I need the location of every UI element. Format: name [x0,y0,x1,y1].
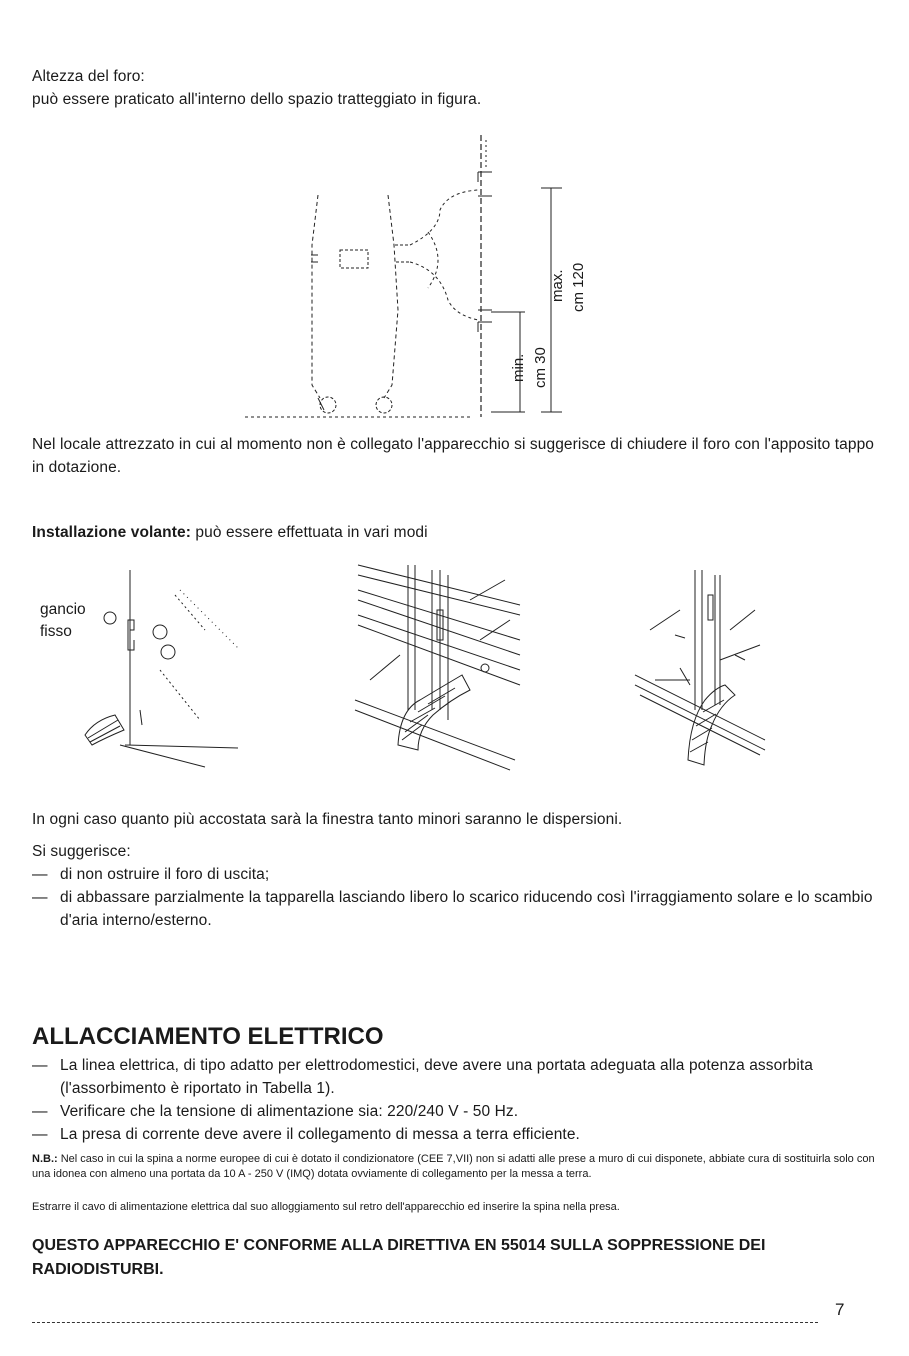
nb-label: N.B.: [32,1153,58,1165]
nb-note [32,1152,877,1182]
installazione-label: Installazione volante: [32,524,191,541]
intro-line-2: può essere praticato all'interno dello spazio tratteggiato in figura. [32,91,482,108]
electrical-item: — La linea elettrica, di tipo adatto per elettrodomestici, deve avere una portata adeguata alla potenza assorbita (l'assorbimento è riportato in Tabella 1). [32,1057,813,1097]
nb-text: Nel caso in cui la spina a norme europee di cui è dotato il condizionatore (CEE 7,VII) non si adatti alle prese a muro di cui disponete, abbiate cura di sostituirla solo con una idonea con almeno una portata da 10 A - 250 V (IMQ) dotata ovviamente di collegamento per la messa a terra. [32,1153,875,1180]
dim-max-value: cm 120 [570,262,587,312]
dim-max-label: max. [549,269,566,302]
fixed-hook-drawing [85,570,240,767]
installazione-text: può essere effettuata in vari modi [190,524,428,541]
electrical-list [32,1054,877,1146]
hook-label-1: gancio [40,601,86,618]
suggestion-item: — di abbassare parzialmente la tapparella lasciando libero lo scarico riducendo così l'irraggiamento solare e lo scambio d'aria interno/esterno. [32,889,873,929]
casement-window-drawing [635,570,765,765]
suggestions-intro: Si suggerisce: [32,843,131,860]
electrical-item: — La presa di corrente deve avere il collegamento di messa a terra efficiente. [32,1126,580,1143]
footer-rule [32,1322,818,1323]
cap-note: Nel locale attrezzato in cui al momento non è collegato l'apparecchio si suggerisce di chiudere il foro con l'apposito tappo in dotazione. [32,436,875,476]
dim-min-label: min. [510,353,527,382]
dispersioni-text: In ogni caso quanto più accostata sarà la finestra tanto minori saranno le dispersioni. [32,811,623,828]
suggestions-block [32,840,877,932]
hook-label-2: fisso [40,623,72,640]
window-installation-figures [0,560,909,775]
sash-window-drawing [355,565,520,770]
suggestion-item: — di non ostruire il foro di uscita; [32,866,270,883]
estrarre-note: Estrarre il cavo di alimentazione elettrica dal suo alloggiamento sul retro dell'apparecchio ed inserire la spina nella presa. [32,1201,620,1213]
installazione-paragraph [32,521,877,544]
page-number: 7 [835,1300,845,1319]
electrical-item: — Verificare che la tensione di alimentazione sia: 220/240 V - 50 Hz. [32,1103,519,1120]
intro-line-1: Altezza del foro: [32,68,145,85]
dim-min-value: cm 30 [532,347,549,388]
hole-height-figure [0,0,909,430]
section-heading: ALLACCIAMENTO ELETTRICO [32,1023,384,1050]
conformity-statement: QUESTO APPARECCHIO E' CONFORME ALLA DIRETTIVA EN 55014 SULLA SOPPRESSIONE DEI RADIODISTURBI. [32,1237,766,1278]
